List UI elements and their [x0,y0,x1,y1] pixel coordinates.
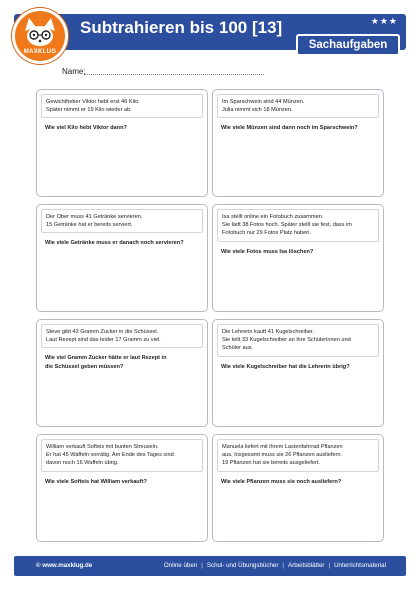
task-question: Wie viele Pflanzen muss sie noch ausliefern? [221,478,342,485]
task-question: Wie viel Gramm Zucker hätte er laut Rezept in die Schüssel geben müssen? [45,355,167,370]
task-text: Der Ober muss 41 Getränke servieren. 15 Getränke hat er bereits serviert. [41,209,203,233]
task-card [36,204,208,312]
task-card [212,434,384,542]
task-card [36,319,208,427]
page-title: Subtrahieren bis 100 [13] [80,18,283,37]
task-card [212,204,384,312]
footer-link-material[interactable]: Unterrichtsmaterial [334,562,386,569]
name-input-line[interactable] [84,74,264,75]
task-text: Steve gibt 43 Gramm Zucker in die Schüssel. Laut Rezept sind das leider 17 Gramm zu viel. [41,324,203,348]
task-text: Gewichtheber Viktor hebt erst 46 Kilo. Später nimmt er 19 Kilo wieder ab. [41,94,203,118]
task-card [36,89,208,197]
footer-link-online[interactable]: Online üben [163,562,198,569]
task-question: Wie viele Softeis hat William verkauft? [45,478,147,485]
task-card [212,89,384,197]
footer-copyright: © www.maxklug.de [36,562,93,569]
task-question: Wie viel Kilo hebt Viktor dann? [45,125,127,132]
footer-link-books[interactable]: Schul- und Übungsbücher [206,562,279,569]
category-badge: Sachaufgaben [296,34,400,56]
footer-link-worksheets[interactable]: Arbeitsblätter [288,562,325,569]
task-question: Wie viele Münzen sind dann noch im Sparschwein? [221,125,358,132]
footer-links: Online üben | Schul- und Übungsbücher | Arbeitsblätter | Unterrichtsmaterial [163,562,386,569]
task-text: Manuela liefert mit ihrem Lastenfahrrad Pflanzen aus. Insgesamt muss sie 26 Pflanzen ausliefern. 19 Pflanzen hat sie bereits ausgeliefert. [217,439,379,472]
footer-bar [14,556,406,576]
task-card [212,319,384,427]
task-text: William verkauft Softeis mit bunten Streuseln. Er hat 45 Waffeln vorrätig. Am Ende des Tages sind davon noch 16 Waffeln übrig. [41,439,203,472]
maxklug-logo [12,8,68,64]
task-question: Wie viele Kugelschreiber hat die Lehrerin übrig? [221,363,350,370]
task-text: Die Lehrerin kauft 41 Kugelschreiber. Sie teilt 33 Kugelschreiber an ihre Schülerinnen und Schüler aus. [217,324,379,357]
task-text: Isa stellt online ein Fotobuch zusammen. Sie lädt 38 Fotos hoch. Später stellt sie fest, dass im Fotobuch nur 29 Fotos Platz haben. [217,209,379,242]
logo-text: MAXKLUG [23,49,57,55]
task-card [36,434,208,542]
task-question: Wie viele Getränke muss er danach noch servieren? [45,240,184,247]
name-label: Name: [62,67,86,76]
task-text: Im Sparschwein sind 44 Münzen. Julia nimmt sich 18 Münzen. [217,94,379,118]
difficulty-stars: ★★★ [370,16,398,26]
task-question: Wie viele Fotos muss Isa löschen? [221,248,314,255]
